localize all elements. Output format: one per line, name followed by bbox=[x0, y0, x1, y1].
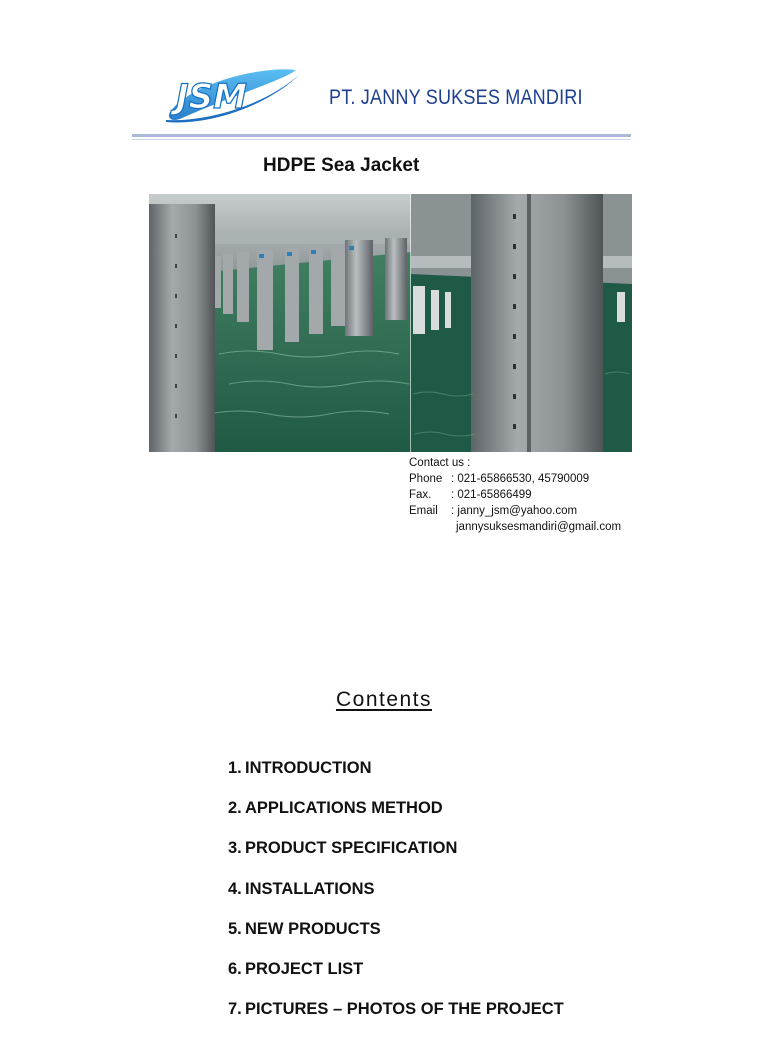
contact-email-2 bbox=[409, 519, 621, 535]
right-photo bbox=[411, 194, 632, 452]
jsm-logo bbox=[162, 64, 302, 126]
phone-value: : 021-65866530, 45790009 bbox=[451, 473, 590, 485]
contents-title: Contents bbox=[335, 688, 433, 711]
phone-label: Phone bbox=[409, 473, 443, 485]
product-title: HDPE Sea Jacket bbox=[263, 155, 420, 176]
logo-text: JSM bbox=[176, 77, 247, 117]
contact-phone bbox=[409, 471, 621, 487]
contents-item: 3. PRODUCT SPECIFICATION bbox=[228, 839, 458, 858]
contents-item: 7. PICTURES – PHOTOS OF THE PROJECT bbox=[228, 1000, 564, 1019]
fax-value: : 021-65866499 bbox=[451, 489, 532, 501]
contact-block bbox=[409, 455, 621, 535]
company-name: PT. JANNY SUKSES MANDIRI bbox=[329, 86, 583, 109]
contact-fax bbox=[409, 487, 621, 503]
contents-item: 5. NEW PRODUCTS bbox=[228, 919, 381, 938]
contact-heading: Contact us : bbox=[409, 457, 471, 469]
contents-list bbox=[228, 758, 564, 1039]
header-divider bbox=[132, 134, 631, 137]
contents-item: 1. INTRODUCTION bbox=[228, 759, 372, 777]
sea-jacket-photos bbox=[149, 194, 632, 452]
contents-item: 4. INSTALLATIONS bbox=[228, 879, 375, 898]
header-divider-thin bbox=[132, 139, 631, 140]
contents-item: 2. APPLICATIONS METHOD bbox=[228, 799, 443, 818]
email-value-2: jannysuksesmandiri@gmail.com bbox=[456, 521, 622, 533]
email-label: Email bbox=[409, 505, 438, 517]
contact-email bbox=[409, 503, 621, 519]
contents-item: 6. PROJECT LIST bbox=[228, 959, 364, 978]
email-value: : janny_jsm@yahoo.com bbox=[451, 505, 578, 517]
left-photo bbox=[149, 194, 411, 452]
fax-label: Fax. bbox=[409, 489, 432, 501]
